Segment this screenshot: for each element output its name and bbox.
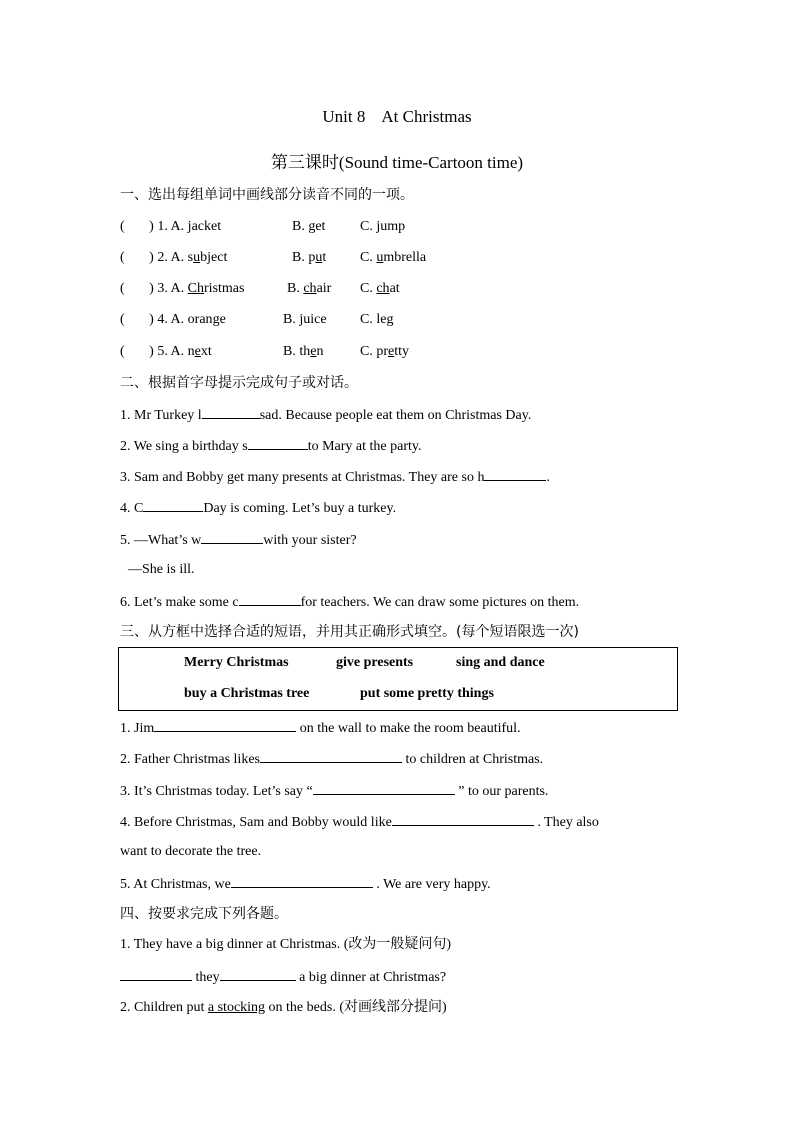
option-text: B. — [287, 281, 304, 296]
page-title: Unit 8 At Christmas — [322, 107, 472, 126]
question-number: ( ) 2. A. — [120, 250, 185, 265]
option-c — [360, 217, 405, 237]
section1-item-5 — [120, 342, 409, 362]
section1-item-3 — [120, 279, 400, 299]
option-b — [283, 310, 327, 330]
section3-item-5: 5. At Christmas, we . We are very happy. — [120, 873, 491, 895]
answer-blank[interactable] — [231, 873, 373, 888]
option-text: n — [316, 344, 324, 359]
answer-blank[interactable] — [220, 966, 296, 981]
question-number: ( ) 1. A. — [120, 219, 185, 234]
option-text: xt — [200, 344, 212, 359]
option-b — [292, 217, 325, 237]
option-text: mbrella — [383, 250, 427, 265]
option-text: air — [316, 281, 332, 296]
option-c — [360, 342, 409, 362]
option-c — [360, 279, 400, 299]
option-text: B. th — [283, 344, 311, 359]
option-text: B. — [283, 312, 300, 327]
option-a — [184, 250, 227, 265]
answer-blank[interactable] — [143, 497, 203, 512]
answer-blank[interactable] — [120, 966, 192, 981]
option-text: C. — [360, 281, 377, 296]
underlined-letters: e — [310, 344, 317, 359]
option-a — [184, 344, 212, 359]
option-text: at — [389, 281, 400, 296]
answer-blank[interactable] — [313, 780, 455, 795]
answer-blank[interactable] — [248, 435, 308, 450]
underlined-letters: e — [388, 344, 395, 359]
underlined-letters: j — [376, 219, 381, 234]
option-text: ristmas — [204, 281, 245, 296]
option-text: oran — [184, 312, 213, 327]
answer-blank[interactable] — [201, 529, 263, 544]
section4-item-1: 1. They have a big dinner at Christmas. (改为一般疑问句) — [120, 937, 452, 952]
option-text: C. pr — [360, 344, 388, 359]
option-text: ump — [380, 219, 406, 234]
section2-item-5-reply: —She is ill. — [128, 562, 195, 577]
section1-item-2 — [120, 248, 427, 268]
option-text: uice — [303, 312, 327, 327]
option-text: tty — [394, 344, 409, 359]
section1-heading: 一、选出每组单词中画线部分读音不同的一项。 — [120, 187, 414, 203]
question-number: ( ) 4. A. — [120, 312, 185, 327]
section3-item-4-cont: want to decorate the tree. — [120, 844, 262, 859]
option-text: B. — [292, 219, 309, 234]
underlined-letters: u — [376, 250, 384, 265]
section3-item-4: 4. Before Christmas, Sam and Bobby would like . They also — [120, 811, 599, 833]
section3-item-2: 2. Father Christmas likes to children at Christmas. — [120, 748, 543, 770]
underlined-letters: g — [386, 312, 394, 327]
option-text: B. p — [292, 250, 316, 265]
option-text: n — [184, 344, 195, 359]
phrase-item: sing and dance — [456, 655, 545, 670]
page-subtitle: 第三课时(Sound time-Cartoon time) — [270, 153, 524, 172]
section1-item-1 — [120, 217, 406, 237]
section2-item-3: 3. Sam and Bobby get many presents at Christmas. They are so h . — [120, 466, 550, 488]
option-a — [184, 312, 226, 327]
option-text: bject — [200, 250, 228, 265]
option-c — [360, 310, 393, 330]
underlined-letters: j — [187, 219, 192, 234]
section4-heading: 四、按要求完成下列各题。 — [120, 906, 288, 922]
option-text: C. — [360, 219, 377, 234]
phrase-item: buy a Christmas tree — [184, 686, 310, 701]
underlined-letters: ch — [303, 281, 317, 296]
section2-item-6: 6. Let’s make some c for teachers. We can draw some pictures on them. — [120, 591, 579, 613]
option-a — [184, 219, 221, 234]
underlined-letters: g — [212, 312, 220, 327]
option-text: C. le — [360, 312, 387, 327]
underlined-letters: Ch — [187, 281, 205, 296]
option-text: s — [184, 250, 194, 265]
section2-item-4: 4. C Day is coming. Let’s buy a turkey. — [120, 497, 396, 519]
section3-item-3: 3. It’s Christmas today. Let’s say “ ” to our parents. — [120, 780, 548, 802]
section2-item-1: 1. Mr Turkey l sad. Because people eat them on Christmas Day. — [120, 404, 531, 426]
answer-blank[interactable] — [392, 811, 534, 826]
option-text: acket — [191, 219, 222, 234]
phrase-item: put some pretty things — [360, 686, 494, 701]
section2-item-2: 2. We sing a birthday s to Mary at the party. — [120, 435, 422, 457]
underlined-letters: ch — [376, 281, 390, 296]
answer-blank[interactable] — [154, 717, 296, 732]
question-number: ( ) 3. A. — [120, 281, 185, 296]
option-b — [283, 342, 323, 362]
underlined-phrase: a stocking — [207, 1000, 266, 1015]
question-number: ( ) 5. A. — [120, 344, 185, 359]
option-c — [360, 248, 426, 268]
underlined-letters: g — [308, 219, 316, 234]
answer-blank[interactable] — [484, 466, 546, 481]
section4-item-2: 2. Children put a stocking on the beds. (对画线部分提问) — [120, 1000, 447, 1015]
option-text: C. — [360, 250, 377, 265]
section2-item-5: 5. —What’s w with your sister? — [120, 529, 357, 551]
section3-heading: 三、从方框中选择合适的短语，并用其正确形式填空。(每个短语限选一次) — [120, 624, 579, 640]
underlined-letters: u — [315, 250, 323, 265]
section3-item-1: 1. Jim on the wall to make the room beautiful. — [120, 717, 521, 739]
option-text: t — [322, 250, 327, 265]
option-a — [184, 281, 244, 296]
option-b — [292, 248, 326, 268]
option-text: et — [315, 219, 326, 234]
phrase-item: give presents — [336, 655, 414, 670]
section1-item-4 — [120, 310, 394, 330]
phrase-box — [118, 647, 678, 711]
section4-item-1-answer: they a big dinner at Christmas? — [120, 966, 446, 988]
answer-blank[interactable] — [239, 591, 301, 606]
answer-blank[interactable] — [260, 748, 402, 763]
underlined-letters: e — [194, 344, 201, 359]
option-b — [287, 279, 331, 299]
section2-heading: 二、根据首字母提示完成句子或对话。 — [120, 375, 358, 391]
option-text: e — [219, 312, 226, 327]
answer-blank[interactable] — [202, 404, 260, 419]
phrase-item: Merry Christmas — [184, 655, 289, 670]
underlined-letters: u — [193, 250, 201, 265]
underlined-letters: j — [299, 312, 304, 327]
